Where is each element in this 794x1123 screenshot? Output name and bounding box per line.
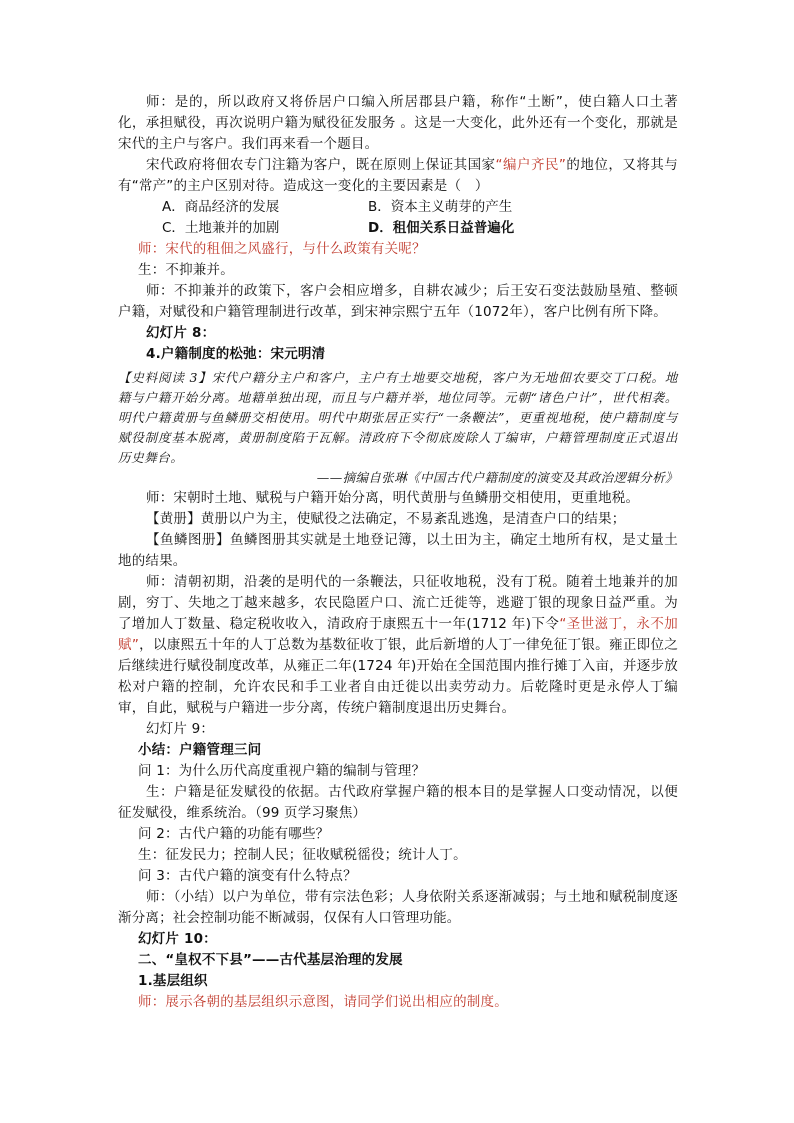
paragraph-song-ming: 师：宋朝时土地、赋税与户籍开始分离，明代黄册与鱼鳞册交相使用，更重地税。	[146, 490, 640, 506]
option-b: B．资本主义萌芽的产生	[368, 199, 513, 215]
answer-3: 师：（小结）以户为单位，带有宗法色彩；人身依附关系逐渐减弱；与土地和赋税制度逐渐分离；社会控制功能不断减弱，仅保有人口管理功能。	[118, 889, 678, 926]
document-body	[118, 92, 678, 1013]
teacher-question: 师：宋代的租佃之风盛行，与什么政策有关呢？	[138, 241, 426, 257]
question-2: 问 2：古代户籍的功能有哪些？	[138, 826, 330, 842]
paragraph-yulin: 【鱼鳞图册】鱼鳞图册其实就是土地登记簿，以土田为主，确定土地所有权，是丈量土地的结果。	[118, 532, 678, 569]
answer-1: 生：户籍是征发赋役的依据。古代政府掌握户籍的根本目的是掌握人口变动情况，以便征发赋役，维系统治。（99 页学习聚焦）	[118, 784, 678, 821]
option-d: D．租佃关系日益普遍化	[368, 220, 515, 236]
question-1: 问 1：为什么历代高度重视户籍的编制与管理？	[138, 763, 426, 779]
question-3: 问 3：古代户籍的演变有什么特点？	[138, 868, 357, 884]
paragraph-tuduan: 师：是的，所以政府又将侨居户口编入所居郡县户籍，称作“土断”，使白籍人口土著化，承担赋役，再次说明户籍为赋役征发服务 。这是一大变化，此外还有一个变化，那就是宋代的主户与客户。我们再来看一个题目。	[118, 94, 678, 152]
options-row-1	[118, 197, 678, 218]
heading-basic-organization: 1.基层组织	[138, 973, 208, 989]
teacher-instruction: 师：展示各朝的基层组织示意图，请同学们说出相应的制度。	[138, 994, 508, 1010]
slide-9-label: 幻灯片 9：	[146, 721, 215, 737]
options-row-2	[118, 218, 678, 239]
option-c: C．土地兼并的加剧	[162, 220, 280, 236]
section-2-heading: 二、“皇权不下县”——古代基层治理的发展	[138, 952, 403, 968]
paragraph-wanganshi: 师：不抑兼并的政策下，客户会相应增多，自耕农减少；后王安石变法鼓励垦殖、整顿户籍，对赋役和户籍管理制进行改革，到宋神宗熙宁五年（1072年），客户比例有所下降。	[118, 283, 678, 320]
paragraph-huangce: 【黄册】黄册以户为主，使赋役之法确定，不易紊乱逃逸，是清查户口的结果；	[146, 511, 626, 527]
source-citation: ——摘编自张琳《中国古代户籍制度的演变及其政治逻辑分析》	[316, 470, 678, 485]
option-a: A．商品经济的发展	[162, 199, 280, 215]
source-reading-3: 【史料阅读 3】宋代户籍分主户和客户，主户有土地要交地税，客户为无地佃农要交丁口税。地籍与户籍开始分离。地籍单独出现，而且与户籍并举，地位同等。元朝“诸色户计”，世代相袭。明代户籍黄册与鱼鳞册交相使用。明代中期张居正实行“一条鞭法”，更重视地税，使户籍制度与赋役制度基本脱离，黄册制度陷于瓦解。清政府下令彻底废除人丁编审，户籍管理制度正式退出历史舞台。	[118, 370, 678, 465]
answer-2: 生：征发民力；控制人民；征收赋税徭役；统计人丁。	[138, 847, 467, 863]
slide-8-label: 幻灯片 8：	[146, 325, 216, 341]
paragraph-qing: 师：清朝初期，沿袭的是明代的一条鞭法，只征收地税，没有丁税。随着土地兼并的加剧，穷丁、失地之丁越来越多，农民隐匿户口、流亡迁徙等，逃避丁银的现象日益严重。为了增加人丁数量、稳定税收收入，清政府于康熙五十一年(1712 年)下令“圣世滋丁，永不加赋”，以康熙五十年的人丁总数为基数征收丁银，此后新增的人丁一律免征丁银。雍正即位之后继续进行赋役制度改革，从雍正二年(1724 年)开始在全国范围内推行摊丁入亩，并逐步放松对户籍的控制，允许农民和手工业者自由迁徙以出卖劳动力。后乾隆时更是永停人丁编审，自此，赋税与户籍进一步分离，传统户籍制度退出历史舞台。	[118, 574, 679, 716]
slide-10-label: 幻灯片 10：	[138, 931, 217, 947]
student-answer: 生：不抑兼并。	[138, 262, 234, 278]
heading-4: 4.户籍制度的松弛：宋元明清	[146, 346, 326, 362]
paragraph-question: 宋代政府将佃农专门注籍为客户，既在原则上保证其国家“编户齐民”的地位，又将其与有“常产”的主户区别对待。造成这一变化的主要因素是（ ）	[118, 157, 678, 194]
summary-heading: 小结：户籍管理三问	[138, 742, 262, 758]
